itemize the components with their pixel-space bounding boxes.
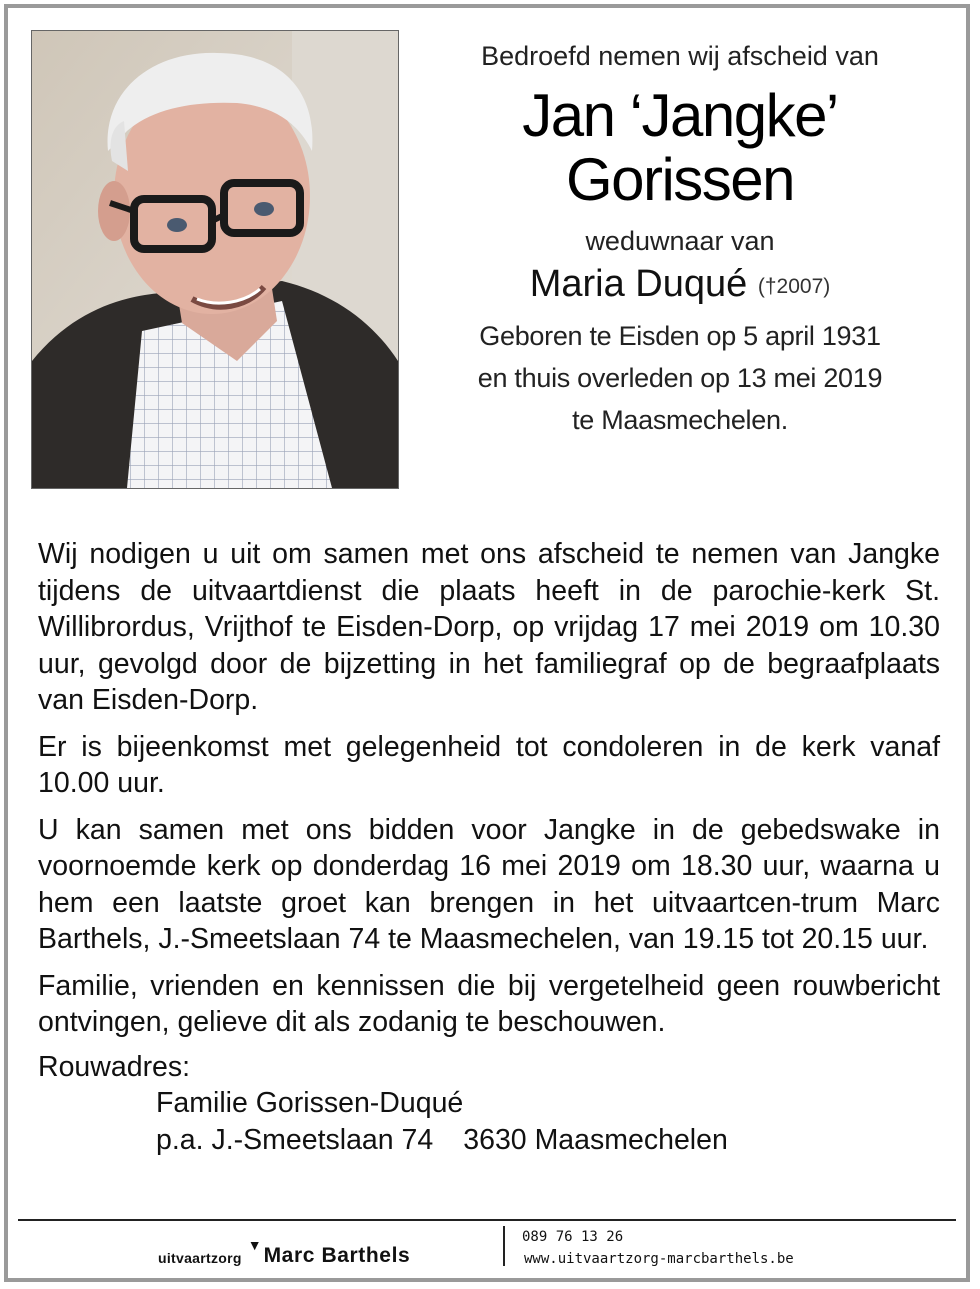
widower-of-text: weduwnaar van	[585, 226, 775, 256]
birth-line: Geboren te Eisden op 5 april 1931	[479, 321, 881, 351]
website-link[interactable]: www.uitvaartzorg-marcbarthels.be	[524, 1251, 794, 1267]
address-city: 3630 Maasmechelen	[463, 1123, 728, 1156]
death-line: en thuis overleden op 13 mei 2019	[477, 363, 883, 393]
deceased-name-line2: Gorissen	[565, 146, 795, 213]
brand-small-text: uitvaartzorg	[158, 1250, 242, 1266]
brand-name: Marc Barthels	[263, 1244, 411, 1267]
deceased-name-line1: Jan ‘Jangke’	[522, 82, 838, 149]
address-street: p.a. J.-Smeetslaan 74	[156, 1123, 434, 1156]
phone-number: 089 76 13 26	[522, 1229, 624, 1245]
footer-separator	[503, 1226, 505, 1266]
brand-arrow-icon: ▼	[247, 1237, 262, 1253]
intro-text: Bedroefd nemen wij afscheid van	[481, 41, 879, 71]
spouse-line	[420, 260, 940, 311]
spouse-death-year: (†2007)	[757, 275, 831, 298]
death-place-line: te Maasmechelen.	[572, 405, 788, 435]
address-family: Familie Gorissen-Duqué	[156, 1087, 464, 1119]
prayer-vigil-paragraph: U kan samen met ons bidden voor Jangke in de gebedswake in voornoemde kerk op donderdag 16 mei 2019 om 18.30 uur, waarna u hem een laatste groet kan brengen in het uitvaartcen-trum Marc Barthels, J.-Smeetslaan 74 te Maasmechelen, van 19.15 tot 20.15 uur.	[38, 813, 940, 955]
portrait-illustration	[32, 31, 398, 488]
condolence-paragraph: Er is bijeenkomst met gelegenheid tot condoleren in de kerk vanaf 10.00 uur.	[38, 730, 940, 799]
announcement-body	[38, 536, 940, 1158]
footer-contact	[522, 1226, 794, 1270]
portrait-photo	[31, 30, 399, 489]
spouse-name: Maria Duqué	[529, 263, 748, 305]
funeral-service-paragraph: Wij nodigen u uit om samen met ons afscheid te nemen van Jangke tijdens de uitvaartdienst die plaats heeft in de parochie-kerk St. Willibrordus, Vrijthof te Eisden-Dorp, op vrijdag 17 mei 2019 om 10.30 uur, gevolgd door de bijzetting in het familiegraf op de begraafplaats van Eisden-Dorp.	[38, 538, 940, 716]
funeral-home-logo	[158, 1238, 410, 1268]
address-line	[38, 1122, 940, 1159]
life-details	[420, 315, 940, 441]
announcement-header	[420, 30, 940, 441]
notice-paragraph: Familie, vrienden en kennissen die bij vergetelheid geen rouwbericht ontvingen, gelieve dit als zodanig te beschouwen.	[38, 969, 940, 1038]
footer-divider	[18, 1219, 956, 1221]
address-label: Rouwadres:	[38, 1050, 191, 1083]
